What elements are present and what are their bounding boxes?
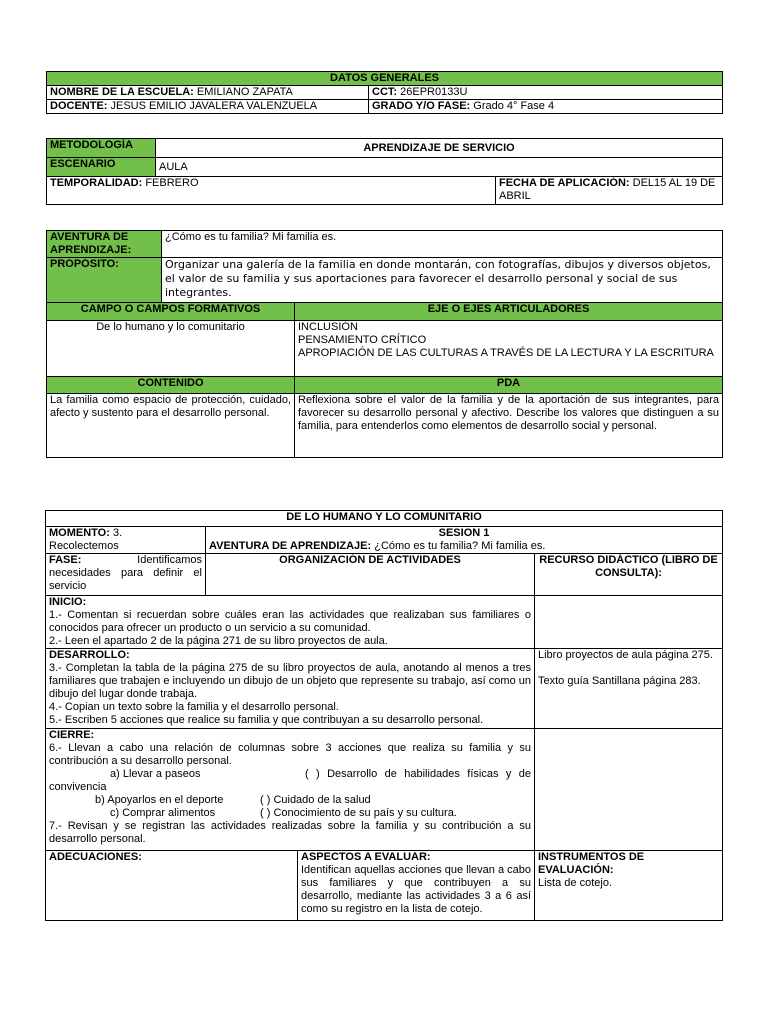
school-name-cell: [47, 86, 369, 100]
adventure-value: ¿Cómo es tu familia? Mi familia es.: [162, 231, 723, 258]
instruments-cell: [535, 851, 723, 921]
inicio-resource-cell: [535, 596, 723, 649]
methodology-label: METODOLOGÍA: [47, 139, 156, 158]
session-info-cell: [206, 527, 723, 554]
inicio-cell: [46, 596, 535, 649]
application-date-label: FECHA DE APLICACIÓN:: [499, 177, 630, 189]
desarrollo-cell: [46, 649, 535, 729]
activity-item: 2.- Leen el apartado 2 de la página 271 de su libro proyectos de aula.: [49, 635, 388, 647]
timeframe-label: TEMPORALIDAD:: [50, 177, 143, 189]
content-header: CONTENIDO: [47, 377, 295, 394]
scenario-value: AULA: [156, 158, 723, 177]
purpose-label: PROPÓSITO:: [47, 258, 162, 303]
application-date-value: DEL15 AL 19 DE ABRIL: [499, 177, 716, 202]
option-match-1: ( ) Desarrollo de habilidades físicas y de convivencia: [49, 768, 531, 793]
articulating-axes-header: EJE O EJES ARTICULADORES: [295, 303, 723, 321]
formative-field-value: De lo humano y lo comunitario: [47, 321, 295, 377]
option-row: [49, 807, 531, 820]
methodology-table: [46, 138, 723, 205]
phase-cell: [46, 554, 206, 596]
session-adventure-value: ¿Cómo es tu familia? Mi familia es.: [371, 540, 546, 552]
desarrollo-label: DESARROLLO:: [49, 649, 130, 661]
resource-header: RECURSO DIDÁCTICO (LIBRO DE CONSULTA):: [535, 554, 723, 596]
aspects-cell: [298, 851, 535, 921]
activities-header: ORGANIZACIÓN DE ACTIVIDADES: [206, 554, 535, 596]
phase-value: Identificamos necesidades para definir el servicio: [49, 554, 202, 592]
adventure-label: AVENTURA DE APRENDIZAJE:: [47, 231, 162, 258]
school-name-label: NOMBRE DE LA ESCUELA:: [50, 86, 194, 98]
option-row: [49, 768, 531, 794]
inicio-label: INICIO:: [49, 596, 87, 608]
methodology-value: APRENDIZAJE DE SERVICIO: [156, 139, 723, 158]
cct-value: 26EPR0133U: [397, 86, 468, 98]
cct-cell: [369, 86, 723, 100]
activity-item: 1.- Comentan si recuerdan sobre cuáles eran las actividades que realizaban sus familiares o conocidos para ofrecer un producto o un servicio a su comunidad.: [49, 609, 531, 634]
adventure-table: [46, 230, 723, 458]
cierre-cell: [46, 729, 535, 851]
application-date-cell: [496, 177, 723, 205]
cct-label: CCT:: [372, 86, 398, 98]
option-c: c) Comprar alimentos: [110, 807, 216, 819]
cierre-resource-cell: [535, 729, 723, 851]
timeframe-value: FEBRERO: [142, 177, 199, 189]
option-b: b) Apoyarlos en el deporte: [95, 794, 224, 806]
option-a: a) Llevar a paseos: [110, 768, 201, 780]
formative-fields-header: CAMPO O CAMPOS FORMATIVOS: [47, 303, 295, 321]
teacher-label: DOCENTE:: [50, 100, 108, 112]
aspects-value: Identifican aquellas acciones que llevan a cabo sus familiares y que contribuyen a su desarrollo, mediante las actividades 3 a 6 así como su registro en la lista de cotejo.: [301, 864, 531, 915]
option-match-3: ( ) Conocimiento de su país y su cultura.: [260, 807, 457, 819]
axis-item: INCLUSIÓN: [298, 321, 358, 333]
general-data-table: [46, 71, 723, 114]
general-data-header: DATOS GENERALES: [47, 72, 723, 86]
axis-item: APROPIACIÓN DE LAS CULTURAS A TRAVÉS DE LA LECTURA Y LA ESCRITURA: [298, 347, 714, 359]
articulating-axes-list: [295, 321, 723, 377]
teacher-value: JESUS EMILIO JAVALERA VALENZUELA: [107, 100, 318, 112]
activity-item: 5.- Escriben 5 acciones que realice su familia y que contribuyan a su desarrollo personal.: [49, 714, 484, 726]
instruments-value: Lista de cotejo.: [538, 877, 612, 889]
session-adventure-label: AVENTURA DE APRENDIZAJE:: [209, 540, 372, 552]
timeframe-cell: [47, 177, 496, 205]
instruments-label: INSTRUMENTOS DE EVALUACIÓN:: [538, 851, 645, 876]
moment-value: 3.: [109, 527, 123, 539]
school-name-value: EMILIANO ZAPATA: [193, 86, 293, 98]
pda-header: PDA: [295, 377, 723, 394]
scenario-label: ESCENARIO: [47, 158, 156, 177]
content-value: La familia como espacio de protección, cuidado, afecto y sustento para el desarrollo personal.: [47, 394, 295, 458]
purpose-value: Organizar una galería de la familia en donde montarán, con fotografías, dibujos y diversos objetos, el valor de su familia y sus aportaciones para favorecer el desarrollo personal y social de sus integrantes.: [162, 258, 723, 303]
activity-item: 6.- Llevan a cabo una relación de columnas sobre 3 acciones que realiza su familia y su contribución a su desarrollo personal.: [49, 742, 531, 767]
pda-value: Reflexiona sobre el valor de la familia y de la aportación de sus integrantes, para favorecer su desarrollo personal y afectivo. Describe los valores que distinguen a su familia, para entenderlos como elementos de desarrollo social y personal.: [295, 394, 723, 458]
axis-item: PENSAMIENTO CRÍTICO: [298, 334, 427, 346]
activity-item: 7.- Revisan y se registran las actividades realizadas sobre la familia y su contribución a su desarrollo personal.: [49, 820, 531, 845]
grade-cell: [369, 100, 723, 114]
adecuaciones-label: ADECUACIONES:: [49, 851, 142, 863]
session-label: SESION 1: [438, 527, 490, 539]
resource-item: Texto guía Santillana página 283.: [538, 675, 701, 687]
moment-label: MOMENTO:: [49, 527, 110, 539]
phase-label: FASE:: [49, 554, 82, 566]
activity-item: 4.- Copian un texto sobre la familia y el desarrollo personal.: [49, 701, 339, 713]
moment-cell: [46, 527, 206, 554]
cierre-label: CIERRE:: [49, 729, 95, 741]
resource-item: Libro proyectos de aula página 275.: [538, 649, 713, 661]
moment-name: Recolectemos: [49, 540, 119, 552]
adecuaciones-cell: [46, 851, 298, 921]
option-match-2: ( ) Cuidado de la salud: [260, 794, 371, 806]
session-title: DE LO HUMANO Y LO COMUNITARIO: [46, 511, 723, 527]
aspects-label: ASPECTOS A EVALUAR:: [301, 851, 431, 863]
teacher-cell: [47, 100, 369, 114]
option-row: [49, 794, 531, 807]
grade-value: Grado 4° Fase 4: [470, 100, 555, 112]
activity-item: 3.- Completan la tabla de la página 275 de su libro proyectos de aula, anotando al menos a tres familiares que trabajen e incluyendo un dibujo de un objeto que represente su trabajo, así como un dibujo del lugar donde trabaja.: [49, 662, 531, 700]
desarrollo-resource-cell: [535, 649, 723, 729]
grade-label: GRADO Y/O FASE:: [372, 100, 471, 112]
session-table: [45, 510, 723, 921]
